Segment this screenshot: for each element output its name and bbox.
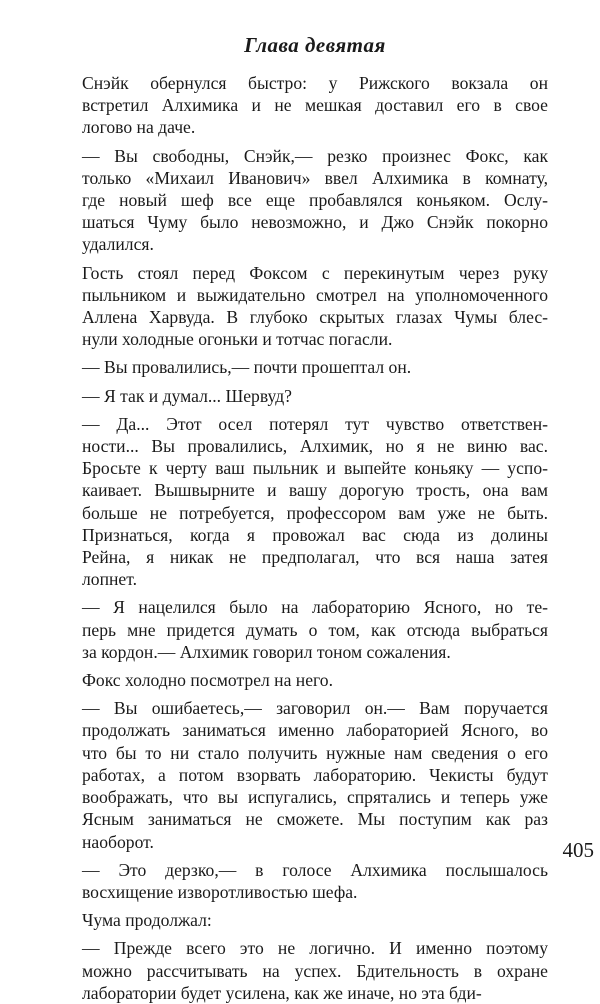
text-line: — Вы провалились,— почти прошептал он. [82,357,412,378]
text-line: — Это дерзко,— в голосе Алхимика послышалось [82,859,548,880]
text-line: — Вы ошибаетесь,— заговорил он.— Вам поручается [82,698,548,719]
text-line: Рейна, я никак не предполагал, что вся наша затея [82,547,548,568]
text-line: шаться Чуму было невозможно, и Джо Снэйк покорно [82,212,548,233]
paragraph [82,72,548,139]
text-line: восхищение изворотливостью шефа. [82,881,358,902]
book-page [82,32,548,1003]
text-line: за кордон.— Алхимик говорил тоном сожаления. [82,641,451,662]
text-line: перь мне придется думать о том, как отсюда выбраться [82,619,548,640]
text-line: Чума продолжал: [82,910,212,931]
text-line: — Я так и думал... Шервуд? [82,385,292,406]
text-line: что бы то ни стало получить нужные нам сведения о его [82,742,548,763]
paragraph [82,596,548,663]
text-line: Признаться, когда я провожал вас сюда из долины [82,524,548,545]
text-line: нули холодные огоньки и тотчас погасли. [82,329,393,350]
paragraph [82,937,548,1004]
paragraph [82,697,548,852]
text-line: наоборот. [82,831,154,852]
text-line: — Я нацелился было на лабораторию Ясного, но те- [82,597,548,618]
paragraph [82,356,548,378]
text-line: продолжать заниматься именно лабораторией Ясного, во [82,720,548,741]
page-number: 405 [562,838,594,862]
paragraph [82,385,548,407]
text-line: удалился. [82,234,154,255]
text-line: Снэйк обернулся быстро: у Рижского вокзала он [82,73,548,93]
text-line: лопнет. [82,569,137,590]
paragraph [82,413,548,591]
text-line: — Да... Этот осел потерял тут чувство ответствен- [82,413,548,434]
text-line: где новый шеф все еще пробавлялся коньяком. Ослу- [82,190,548,211]
text-line: Аллена Харвуда. В глубоко скрытых глазах Чумы блес- [82,307,548,328]
text-line: каивает. Вышвырните и вашу дорогую трость, она вам [82,480,548,501]
chapter-title: Глава девятая [244,33,386,57]
text-line: встретил Алхимика и не мешкая доставил его в свое [82,95,548,116]
paragraph [82,669,548,691]
text-line: логово на даче. [82,117,196,138]
paragraph [82,859,548,903]
text-line: работах, а потом взорвать лабораторию. Чекисты будут [82,764,548,785]
text-body [82,72,548,1004]
text-line: Фокс холодно посмотрел на него. [82,670,334,691]
text-line: больше не потребуется, профессором вам уже не быть. [82,502,548,523]
paragraph [82,145,548,256]
text-line: ности... Вы провалились, Алхимик, но я не виню вас. [82,436,548,457]
text-line: Гость стоял перед Фоксом с перекинутым через руку [82,262,548,283]
text-line: — Прежде всего это не логично. И именно поэтому [82,938,548,959]
text-line: лаборатории будет усилена, как же иначе, но эта бди- [82,982,482,1003]
text-line: — Вы свободны, Снэйк,— резко произнес Фокс, как [82,145,548,166]
text-line: пыльником и выжидательно смотрел на уполномоченного [82,284,548,305]
text-line: только «Михаил Иванович» ввел Алхимика в комнату, [82,167,548,188]
text-line: воображать, что вы испугались, спрятались и теперь уже [82,787,548,808]
paragraph [82,262,548,351]
text-line: можно рассчитывать на успех. Бдительность в охране [82,960,548,981]
text-line: Бросьте к черту ваш пыльник и выпейте коньяку — успо- [82,458,548,479]
text-line: Ясным заниматься не сможете. Мы поступим как раз [82,809,548,830]
